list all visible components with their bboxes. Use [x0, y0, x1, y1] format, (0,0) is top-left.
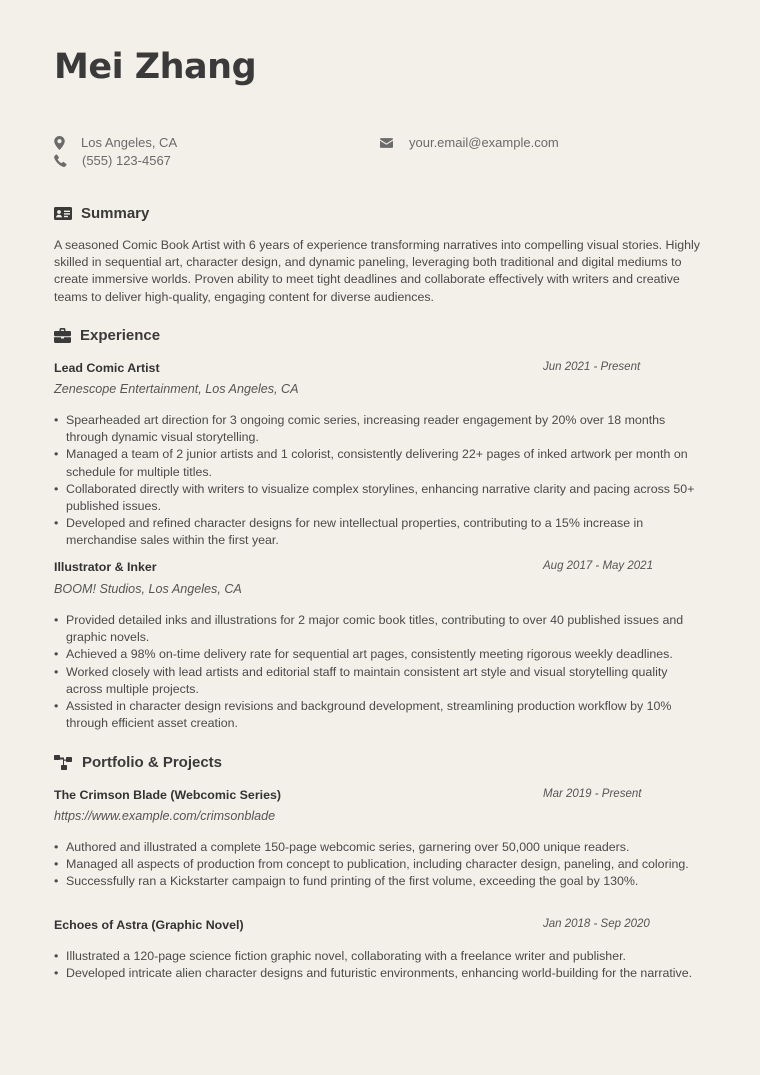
project-title: Echoes of Astra (Graphic Novel) [54, 918, 244, 932]
contact-phone [54, 153, 171, 168]
job-bullets [54, 412, 706, 550]
summary-text: A seasoned Comic Book Artist with 6 years of experience transforming narratives into compelling visual stories. Highly skilled in sequential art, character design, and dynamic paneling, leveraging both traditional and digital mediums to create immersive worlds. Proven ability to meet tight deadlines and collaborate effectively with writers and creative teams to deliver high-quality, engaging content for diverse audiences. [54, 238, 700, 304]
list-item: • Successfully ran a Kickstarter campaign to fund printing of the first volume, exceeding the goal by 130%. [54, 873, 706, 890]
projects-title: Portfolio & Projects [82, 754, 223, 771]
list-item: • Illustrated a 120-page science fiction graphic novel, collaborating with a freelance writer and publisher. [54, 948, 706, 965]
id-card-icon [54, 207, 72, 220]
envelope-icon [380, 138, 393, 148]
job-title: Illustrator & Inker [54, 560, 157, 574]
project-bullets [54, 948, 706, 982]
list-item: • Authored and illustrated a complete 150-page webcomic series, garnering over 50,000 unique readers. [54, 839, 706, 856]
job-dates: Jun 2021 - Present [543, 361, 641, 373]
email-text: your.email@example.com [409, 135, 559, 150]
candidate-name: Mei Zhang [54, 47, 257, 87]
phone-icon [54, 154, 67, 167]
experience-title: Experience [80, 327, 161, 344]
map-pin-icon [54, 136, 65, 150]
list-item: • Worked closely with lead artists and editorial staff to maintain consistent art style and visual storytelling quality across multiple projects. [54, 664, 706, 698]
job-company: Zenescope Entertainment, Los Angeles, CA [54, 382, 299, 396]
location-text: Los Angeles, CA [81, 135, 178, 150]
list-item: • Achieved a 98% on-time delivery rate for sequential art pages, consistently meeting rigorous weekly deadlines. [54, 646, 706, 663]
briefcase-icon [54, 328, 71, 343]
projects-heading [54, 754, 222, 771]
list-item: • Spearheaded art direction for 3 ongoing comic series, increasing reader engagement by 20% over 18 months through dynamic visual storytelling. [54, 412, 706, 446]
project-bullets [54, 839, 706, 891]
list-item: • Developed and refined character designs for new intellectual properties, contributing to a 15% increase in merchandise sales within the first year. [54, 515, 706, 549]
list-item: • Assisted in character design revisions and background development, streamlining production workflow by 10% through efficient asset creation. [54, 698, 706, 732]
job-dates: Aug 2017 - May 2021 [543, 560, 653, 572]
summary-title: Summary [81, 205, 150, 222]
contact-email [380, 135, 559, 150]
contact-location [54, 135, 177, 150]
sitemap-icon [54, 755, 73, 770]
experience-heading [54, 327, 160, 344]
project-dates: Jan 2018 - Sep 2020 [543, 918, 650, 930]
project-dates: Mar 2019 - Present [543, 788, 642, 800]
project-link[interactable]: https://www.example.com/crimsonblade [54, 809, 276, 823]
list-item: • Provided detailed inks and illustrations for 2 major comic book titles, contributing to over 40 published issues and graphic novels. [54, 612, 706, 646]
job-title: Lead Comic Artist [54, 361, 160, 375]
list-item: • Managed all aspects of production from concept to publication, including character design, paneling, and coloring. [54, 856, 706, 873]
job-bullets [54, 612, 706, 732]
project-title: The Crimson Blade (Webcomic Series) [54, 788, 281, 802]
job-company: BOOM! Studios, Los Angeles, CA [54, 582, 242, 596]
list-item: • Developed intricate alien character designs and futuristic environments, enhancing world-building for the narrative. [54, 965, 706, 982]
phone-text: (555) 123-4567 [82, 153, 171, 168]
list-item: • Collaborated directly with writers to visualize complex storylines, enhancing narrative clarity and pacing across 50+ published issues. [54, 481, 706, 515]
summary-heading [54, 205, 149, 222]
list-item: • Managed a team of 2 junior artists and 1 colorist, consistently delivering 22+ pages of inked artwork per month on schedule for multiple titles. [54, 446, 706, 480]
